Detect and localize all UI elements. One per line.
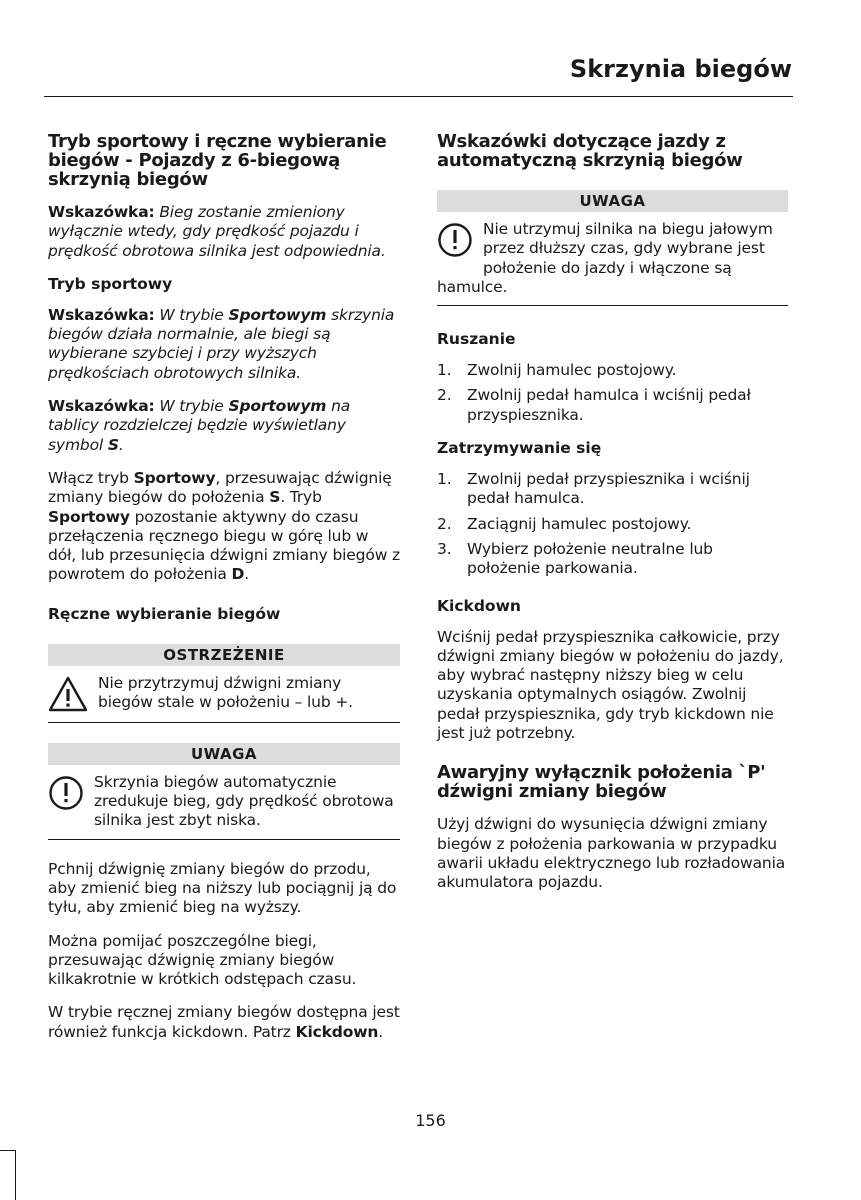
crop-mark-bottom (0, 1150, 15, 1151)
list-item (437, 361, 788, 380)
note-sport-symbol (48, 397, 400, 455)
caution-exclamation-icon (48, 775, 84, 811)
left-column (48, 132, 400, 1056)
note-gear-change (48, 203, 400, 261)
caution-body (437, 220, 788, 297)
warning-title: OSTRZEŻENIE (48, 644, 400, 666)
text: . Tryb (280, 488, 322, 507)
note-text: skrzynia biegów działa normalnie, ale biegi są wybierane szybciej i przy wyższych prędkościach obrotowych silnika. (48, 305, 395, 382)
term-d: D (231, 565, 245, 584)
link-kickdown: Kickdown (295, 1022, 379, 1041)
note-label: Wskazówka: (48, 203, 155, 221)
caution-title: UWAGA (437, 190, 788, 212)
step-number: 3. (437, 539, 452, 558)
paragraph-push-pull: Pchnij dźwignię zmiany biegów do przodu, aby zmienić bieg na niższy lub pociągnij ją do tyłu, aby zmienić bieg na wyższy. (48, 859, 397, 917)
header-rule (44, 96, 793, 97)
text: Włącz tryb (48, 468, 134, 487)
list-item (437, 515, 788, 534)
warning-notice (48, 644, 400, 723)
term-sport: Sportowy (133, 468, 216, 487)
step-text: Zaciągnij hamulec postojowy. (467, 514, 692, 533)
note-text: . (118, 435, 124, 454)
warning-body (48, 674, 400, 714)
caution-notice (48, 743, 400, 840)
note-text: W trybie (154, 305, 229, 324)
note-text: na tablicy rozdzielczej będzie wyświetlany symbol (48, 397, 351, 454)
subheading-kickdown: Kickdown (437, 596, 521, 615)
term-sport: Sportowy (48, 507, 130, 526)
note-term-sport: Sportowym (228, 305, 327, 324)
text: . (378, 1022, 384, 1041)
note-label: Wskazówka: (48, 397, 155, 416)
step-number: 1. (437, 470, 452, 489)
warning-triangle-icon (48, 676, 88, 712)
paragraph-enable-sport (48, 469, 400, 585)
subheading-starting: Ruszanie (437, 330, 516, 349)
note-sport-behaviour (48, 306, 400, 383)
step-text: Zwolnij pedał hamulca i wciśnij pedał przyspiesznika. (467, 386, 751, 424)
note-term-sport: Sportowym (228, 397, 327, 416)
caution-notice-idle (437, 190, 788, 306)
subheading-sport-mode: Tryb sportowy (48, 274, 173, 293)
caution-text: Nie utrzymuj silnika na biegu jałowym przez dłuższy czas, gdy wybrane jest położenie do jazdy i włączone są hamulce. (437, 220, 773, 296)
caution-body (48, 773, 400, 831)
paragraph-emergency-release: Użyj dźwigni do wysunięcia dźwigni zmiany biegów z położenia parkowania w przypadku awarii układu elektrycznego lub rozładowania akumulatora pojazdu. (437, 815, 786, 892)
caution-exclamation-icon (437, 222, 473, 258)
note-text: W trybie (154, 397, 229, 416)
page-title: Skrzynia biegów (569, 55, 792, 83)
step-number: 2. (437, 386, 452, 405)
text: , przesuwając dźwignię zmiany biegów do położenia (48, 468, 392, 507)
section-heading-sport-manual: Tryb sportowy i ręczne wybieranie biegów - Pojazdy z 6-biegową skrzynią biegów (48, 131, 387, 190)
right-column (437, 132, 788, 907)
step-text: Wybierz położenie neutralne lub położenie parkowania. (467, 539, 713, 578)
text: W trybie ręcznej zmiany biegów dostępna jest również funkcja kickdown. Patrz (48, 1003, 400, 1041)
section-heading-emergency-release: Awaryjny wyłącznik położenia `P' dźwigni zmiany biegów (437, 762, 766, 803)
subheading-manual-selection: Ręczne wybieranie biegów (48, 604, 281, 623)
stopping-steps (437, 470, 788, 578)
text: . (244, 565, 250, 584)
caution-text: Skrzynia biegów automatycznie zredukuje bieg, gdy prędkość obrotowa silnika jest zbyt niska. (94, 772, 394, 830)
list-item (437, 470, 788, 509)
starting-steps (437, 361, 788, 425)
warning-text: Nie przytrzymuj dźwigni zmiany biegów stale w położeniu – lub +. (98, 673, 353, 712)
caution-title: UWAGA (48, 743, 400, 765)
crop-mark-left (0, 1150, 16, 1200)
list-item (437, 386, 788, 425)
term-s: S (269, 488, 281, 507)
step-number: 1. (437, 361, 452, 380)
list-item (437, 540, 788, 579)
note-text: Bieg zostanie zmieniony wyłącznie wtedy, gdy prędkość pojazdu i prędkość obrotowa silnika jest odpowiednia. (48, 203, 386, 260)
paragraph-kickdown: Wciśnij pedał przyspiesznika całkowicie, przy dźwigni zmiany biegów w położeniu do jazdy, aby wybrać następny niższy bieg w celu uzyskania optymalnych osiągów. Zwolnij pedał przyspiesznika, gdy tryb kickdown nie jest już potrzebny. (437, 627, 784, 743)
step-number: 2. (437, 514, 452, 533)
paragraph-kickdown-ref (48, 1003, 400, 1042)
step-text: Zwolnij pedał przyspiesznika i wciśnij pedał hamulca. (467, 470, 750, 508)
note-label: Wskazówka: (48, 305, 155, 324)
section-heading-driving-tips: Wskazówki dotyczące jazdy z automatyczną skrzynią biegów (437, 131, 743, 171)
page-number: 156 (415, 1111, 446, 1130)
step-text: Zwolnij hamulec postojowy. (467, 361, 677, 380)
subheading-stopping: Zatrzymywanie się (437, 439, 602, 458)
note-symbol-s: S (107, 435, 119, 454)
text: pozostanie aktywny do czasu przełączenia ręcznego biegu w górę lub w dół, lub przesunięcia dźwigni zmiany biegów z powrotem do położenia (48, 507, 400, 584)
paragraph-skip-gears: Można pomijać poszczególne biegi, przesuwając dźwignię zmiany biegów kilkakrotnie w krótkich odstępach czasu. (48, 931, 357, 989)
